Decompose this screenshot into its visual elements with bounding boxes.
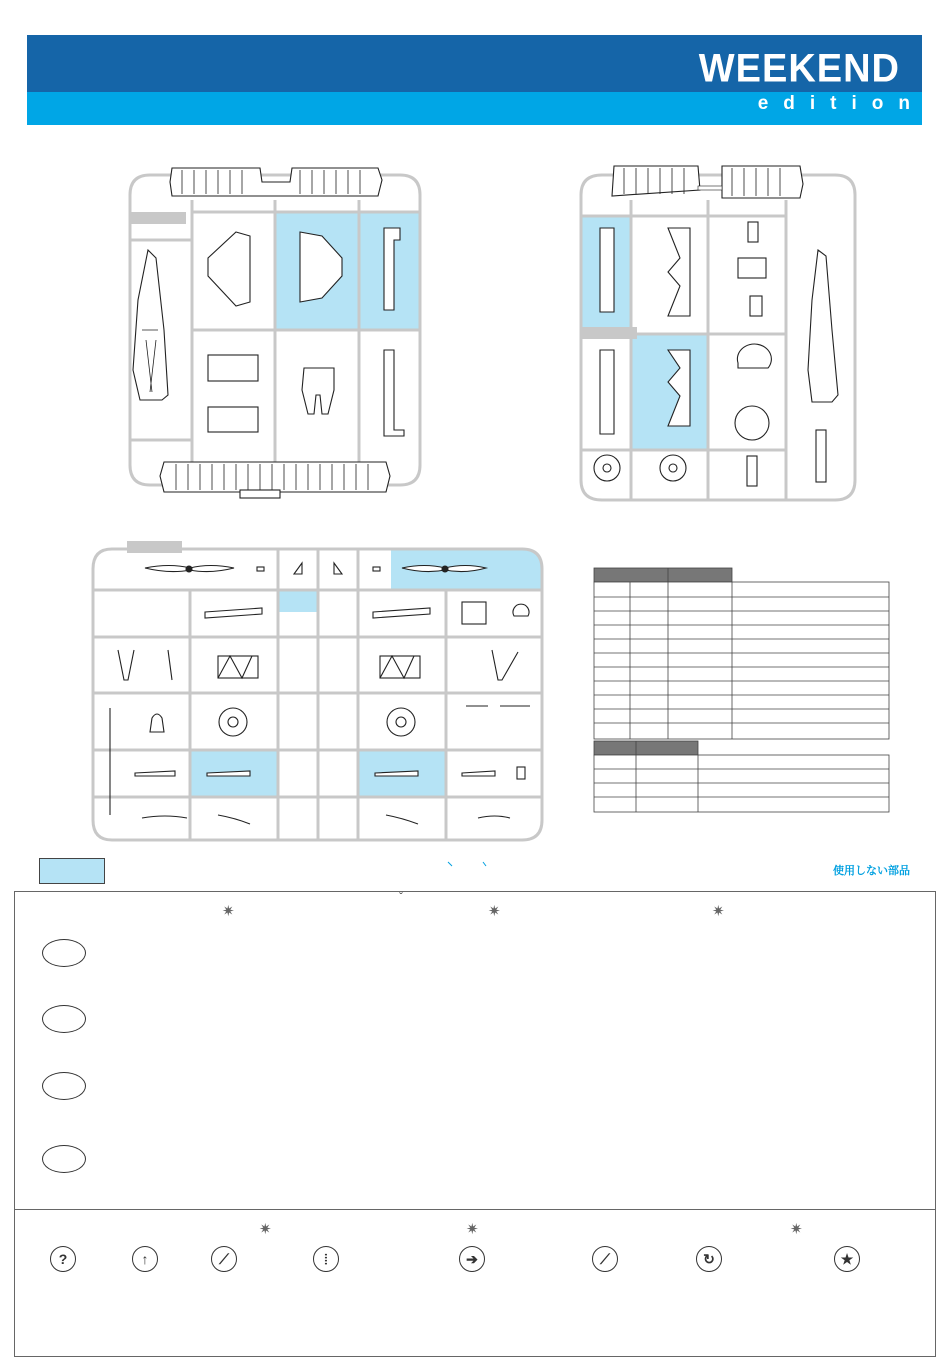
star-mark: ✷ (259, 1221, 272, 1238)
bend-up-arrow-icon: ↑ (132, 1246, 158, 1272)
knife-icon: ⟋ (592, 1246, 618, 1272)
legend-marks (448, 862, 486, 866)
sprue-c (93, 541, 542, 840)
marking-option-d (42, 1145, 86, 1173)
unused-parts-swatch (39, 858, 105, 884)
star-mark: ✷ (488, 903, 501, 920)
brand-subtitle: edition (757, 93, 925, 114)
marking-options-panel (14, 891, 936, 1210)
bend-arrow-icon: ➔ (459, 1246, 485, 1272)
brand-title: WEEKEND (698, 46, 900, 92)
swap-icon: ↻ (696, 1246, 722, 1272)
star-mark: ✷ (790, 1221, 803, 1238)
star-badge-icon: ★ (834, 1246, 860, 1272)
parts-table (594, 568, 889, 812)
star-mark: ✷ (712, 903, 725, 920)
marking-option-a (42, 939, 86, 967)
star-mark: ✷ (222, 903, 235, 920)
question-icon: ? (50, 1246, 76, 1272)
sprue-a (130, 175, 420, 485)
star-mark: ✷ (466, 1221, 479, 1238)
marking-option-b (42, 1005, 86, 1033)
sand-file-icon: ⟋ (211, 1246, 237, 1272)
drill-icon: ⦙ (313, 1246, 339, 1272)
unused-parts-label: 使用しない部品 (833, 865, 910, 877)
tick-mark: ˇ (399, 890, 403, 904)
marking-option-c (42, 1072, 86, 1100)
